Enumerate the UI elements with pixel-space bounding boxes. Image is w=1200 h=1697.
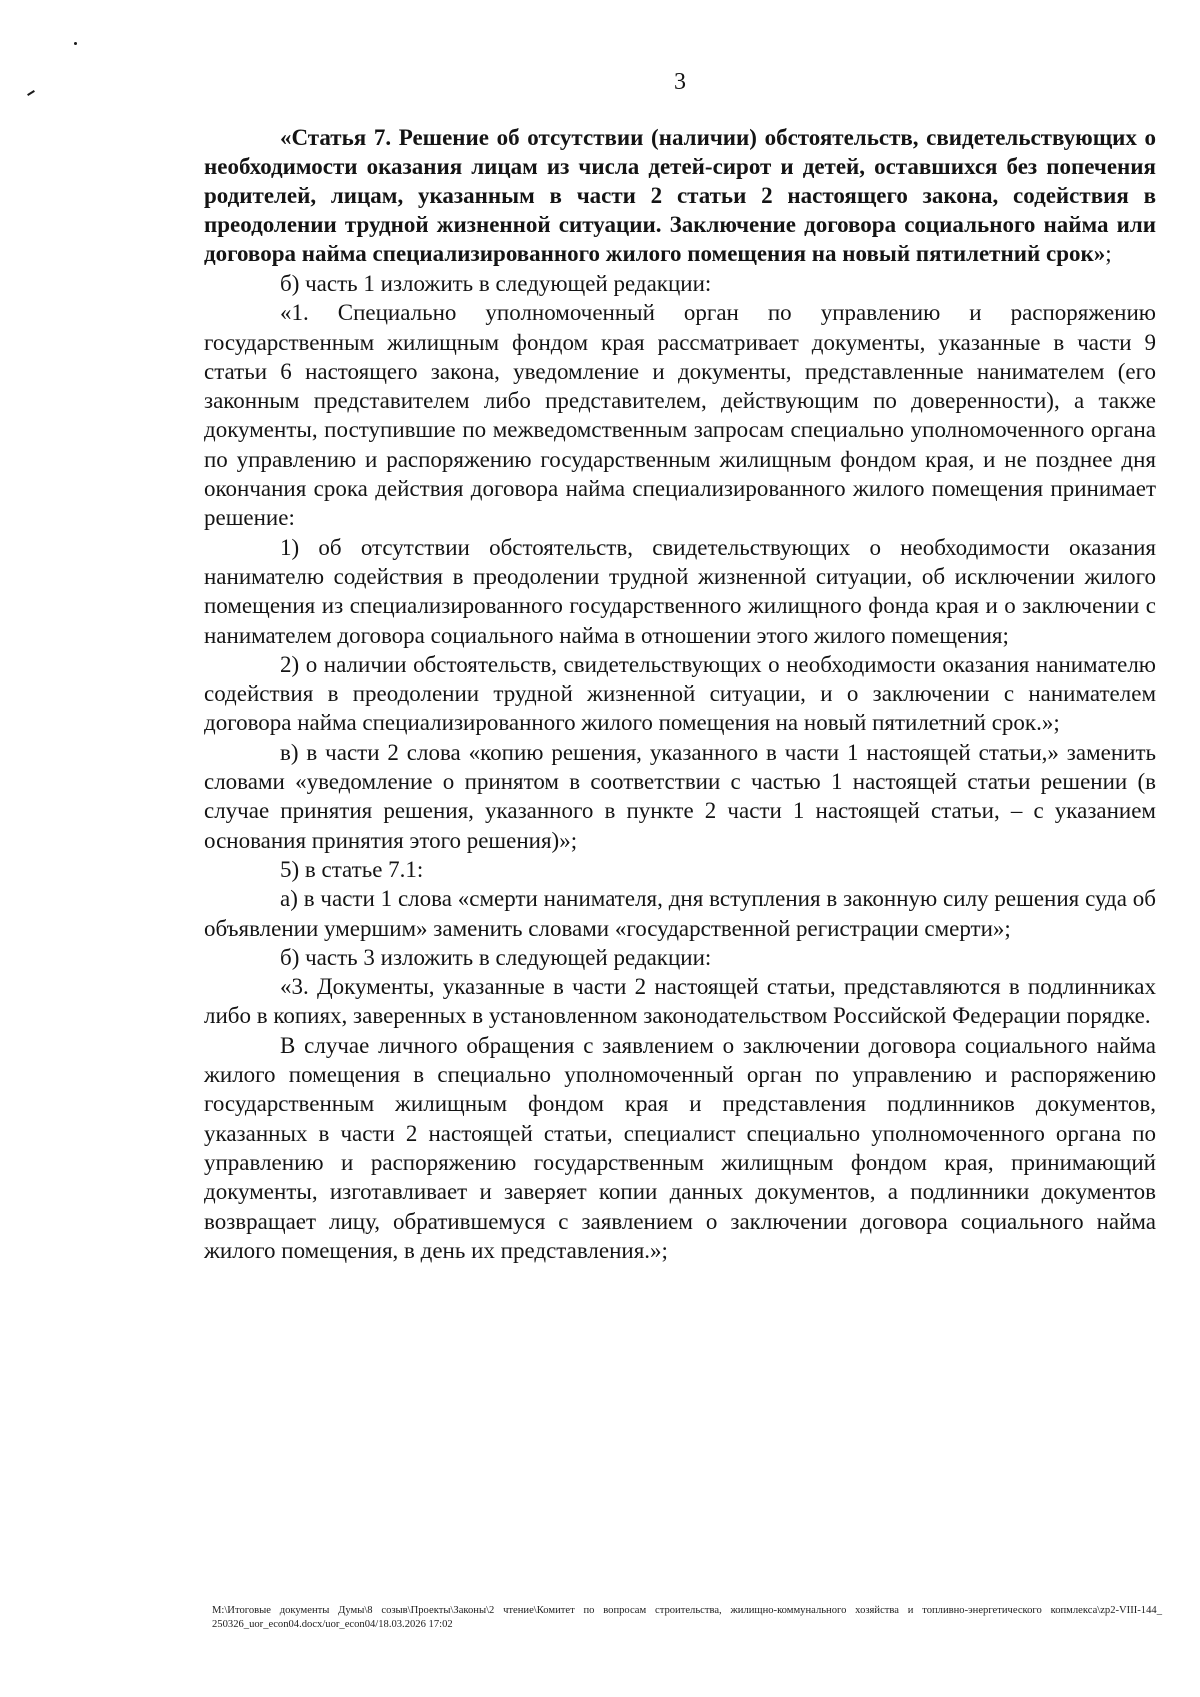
paragraph-part3-text: «3. Документы, указанные в части 2 настоящей статьи, представляются в подлинниках либо в копиях, заверенных в установленном законодательством Российской Федерации порядке. [204,974,1156,1029]
page-number: 3 [674,69,686,95]
article-heading [204,123,1156,268]
article-heading-tail: ; [1105,241,1112,266]
paragraph-item1: 1) об отсутствии обстоятельств, свидетельствующих о необходимости оказания нанимателю содействия в преодолении трудной жизненной ситуации, об исключении жилого помещения из специализированного государственного жилищного фонда края и о заключении с нанимателем договора социального найма в отношении этого жилого помещения; [204,534,1156,648]
paragraph-amend-7-1-part3: б) часть 3 изложить в следующей редакции: [280,944,712,970]
file-path-footer: М:\Итоговые документы Думы\8 созыв\Проекты\Законы\2 чтение\Комитет по вопросам строительства, жилищно-коммунального хозяйства и топливно-энергетического копмлекса\zp2-VIII-144_ 250326_uor_econ04.docx/uor_econ04/18.03.2026 17:02 [212,1605,1162,1630]
paragraph-personal-appeal: В случае личного обращения с заявлением о заключении договора социального найма жилого помещения в специально уполномоченный орган по управлению и распоряжению государственным жилищным фондом края и представления подлинников документов, указанных в части 2 настоящей статьи, специалист специально уполномоченного органа по управлению и распоряжению государственным жилищным фондом края, принимающий документы, изготавливает и заверяет копии данных документов, а подлинники документов возвращает лицу, обратившемуся с заявлением о заключении договора социального найма жилого помещения, в день их представления.»; [204,1032,1156,1263]
paragraph-article-7-1: 5) в статье 7.1: [280,856,424,882]
article-heading-text: «Статья 7. Решение об отсутствии (наличии) обстоятельств, свидетельствующих о необходимости оказания лицам из числа детей-сирот и детей, оставшихся без попечения родителей, лицам, указанным в части 2 статьи 2 настоящего закона, содействия в преодолении трудной жизненной ситуации. Заключение договора социального найма или договора найма специализированного жилого помещения на новый пятилетний срок» [204,125,1156,266]
scan-speck-mark [74,42,77,45]
document-body [204,123,1156,1265]
paragraph-amend-part1: б) часть 1 изложить в следующей редакции: [280,271,712,296]
paragraph-part1-text: «1. Специально уполномоченный орган по управлению и распоряжению государственным жилищным фондом края рассматривает документы, указанные в части 9 статьи 6 настоящего закона, уведомление и документы, представленные нанимателем (его законным представителем либо представителем, действующим по доверенности), а также документы, поступившие по межведомственным запросам специально уполномоченного органа по управлению и распоряжению государственным жилищным фондом края, и не позднее дня окончания срока действия договора найма специализированного жилого помещения принимает решение: [204,300,1156,531]
paragraph-amend-7-1-part1: а) в части 1 слова «смерти нанимателя, дня вступления в законную силу решения суда об объявлении умершим» заменить словами «государственной регистрации смерти»; [204,886,1156,941]
paragraph-item2: 2) о наличии обстоятельств, свидетельствующих о необходимости оказания нанимателю содействия в преодолении трудной жизненной ситуации, и о заключении с нанимателем договора найма специализированного жилого помещения на новый пятилетний срок.»; [204,651,1156,736]
paragraph-amend-part2: в) в части 2 слова «копию решения, указанного в части 1 настоящей статьи,» заменить словами «уведомление о принятом в соответствии с частью 1 настоящей статьи решении (в случае принятия решения, указанного в пункте 2 части 1 настоящей статьи, – с указанием основания принятия этого решения)»; [204,739,1156,853]
